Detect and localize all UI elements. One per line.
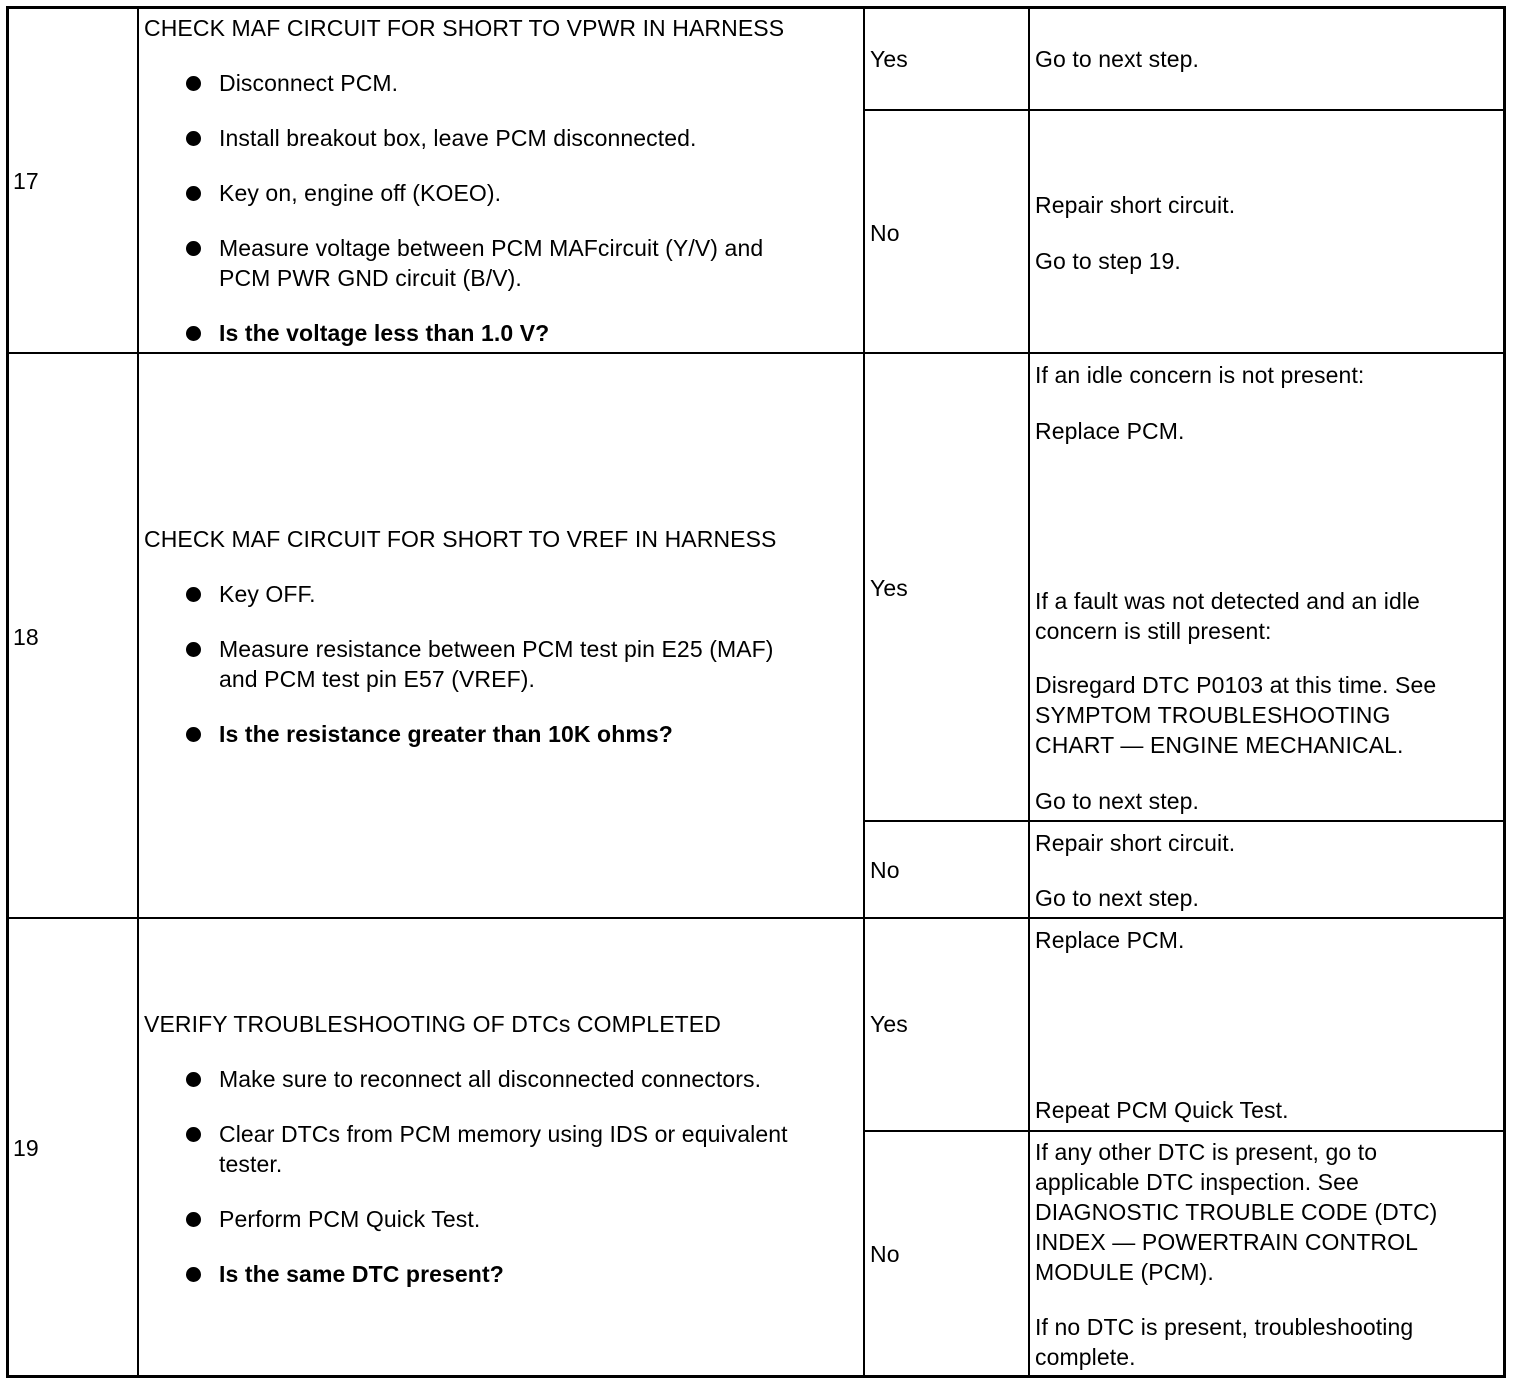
bullet-text: Disconnect PCM. bbox=[219, 70, 399, 96]
no-action: Go to next step. bbox=[1035, 885, 1199, 911]
no-action: Repair short circuit. bbox=[1035, 192, 1236, 218]
yes-action: Replace PCM. bbox=[1035, 418, 1185, 444]
bullet-icon bbox=[186, 76, 201, 91]
yes-label: Yes bbox=[870, 1011, 908, 1037]
bullet-text: Measure resistance between PCM test pin E25 (MAF) bbox=[219, 636, 774, 662]
yes-action: SYMPTOM TROUBLESHOOTING bbox=[1035, 702, 1391, 728]
no-label: No bbox=[870, 220, 900, 246]
no-action: If any other DTC is present, go to bbox=[1035, 1139, 1378, 1165]
bullet-icon bbox=[186, 642, 201, 657]
bullet-icon bbox=[186, 186, 201, 201]
bullet-text: Clear DTCs from PCM memory using IDS or equivalent bbox=[219, 1121, 788, 1147]
step-number: 18 bbox=[13, 624, 39, 650]
no-action: DIAGNOSTIC TROUBLE CODE (DTC) bbox=[1035, 1199, 1438, 1225]
bullet-text: Key OFF. bbox=[219, 581, 316, 607]
subrow-divider-17 bbox=[864, 109, 1506, 111]
no-action: If no DTC is present, troubleshooting bbox=[1035, 1314, 1414, 1340]
yes-action: Go to next step. bbox=[1035, 788, 1199, 814]
yes-action: CHART — ENGINE MECHANICAL. bbox=[1035, 732, 1404, 758]
bullet-text: Perform PCM Quick Test. bbox=[219, 1206, 481, 1232]
yes-label: Yes bbox=[870, 575, 908, 601]
no-action: MODULE (PCM). bbox=[1035, 1259, 1214, 1285]
bullet-text: Make sure to reconnect all disconnected connectors. bbox=[219, 1066, 762, 1092]
yes-action: Replace PCM. bbox=[1035, 927, 1185, 953]
no-action: applicable DTC inspection. See bbox=[1035, 1169, 1359, 1195]
no-action: Repair short circuit. bbox=[1035, 830, 1236, 856]
bullet-icon bbox=[186, 1212, 201, 1227]
bullet-icon bbox=[186, 1127, 201, 1142]
question-text: Is the resistance greater than 10K ohms? bbox=[219, 721, 673, 747]
row-divider-18-19 bbox=[6, 917, 1506, 919]
bullet-icon bbox=[186, 131, 201, 146]
bullet-icon bbox=[186, 587, 201, 602]
step-number: 19 bbox=[13, 1135, 39, 1161]
no-label: No bbox=[870, 857, 900, 883]
bullet-text: Install breakout box, leave PCM disconnected. bbox=[219, 125, 697, 151]
bullet-text: and PCM test pin E57 (VREF). bbox=[219, 666, 535, 692]
bullet-text: Measure voltage between PCM MAFcircuit (Y/V) and bbox=[219, 235, 764, 261]
yes-action: If a fault was not detected and an idle bbox=[1035, 588, 1420, 614]
no-label: No bbox=[870, 1241, 900, 1267]
yes-action: concern is still present: bbox=[1035, 618, 1272, 644]
yes-action: Repeat PCM Quick Test. bbox=[1035, 1097, 1289, 1123]
subrow-divider-19 bbox=[864, 1130, 1506, 1132]
no-action: complete. bbox=[1035, 1344, 1136, 1370]
column-divider-procedure bbox=[863, 6, 865, 1378]
no-action: Go to step 19. bbox=[1035, 248, 1181, 274]
yes-action: Go to next step. bbox=[1035, 46, 1199, 72]
bullet-icon bbox=[186, 241, 201, 256]
column-divider-step bbox=[137, 6, 139, 1378]
yes-action: If an idle concern is not present: bbox=[1035, 362, 1365, 388]
subrow-divider-18 bbox=[864, 820, 1506, 822]
step-heading: VERIFY TROUBLESHOOTING OF DTCs COMPLETED bbox=[144, 1011, 721, 1037]
question-text: Is the same DTC present? bbox=[219, 1261, 504, 1287]
bullet-text: Key on, engine off (KOEO). bbox=[219, 180, 502, 206]
bullet-icon bbox=[186, 727, 201, 742]
bullet-icon bbox=[186, 326, 201, 341]
question-text: Is the voltage less than 1.0 V? bbox=[219, 320, 550, 346]
step-heading: CHECK MAF CIRCUIT FOR SHORT TO VREF IN HARNESS bbox=[144, 526, 777, 552]
bullet-icon bbox=[186, 1267, 201, 1282]
bullet-icon bbox=[186, 1072, 201, 1087]
yes-label: Yes bbox=[870, 46, 908, 72]
yes-action: Disregard DTC P0103 at this time. See bbox=[1035, 672, 1437, 698]
step-heading: CHECK MAF CIRCUIT FOR SHORT TO VPWR IN HARNESS bbox=[144, 15, 785, 41]
step-number: 17 bbox=[13, 168, 39, 194]
bullet-text: tester. bbox=[219, 1151, 283, 1177]
column-divider-result bbox=[1028, 6, 1030, 1378]
row-divider-17-18 bbox=[6, 352, 1506, 354]
bullet-text: PCM PWR GND circuit (B/V). bbox=[219, 265, 522, 291]
no-action: INDEX — POWERTRAIN CONTROL bbox=[1035, 1229, 1418, 1255]
